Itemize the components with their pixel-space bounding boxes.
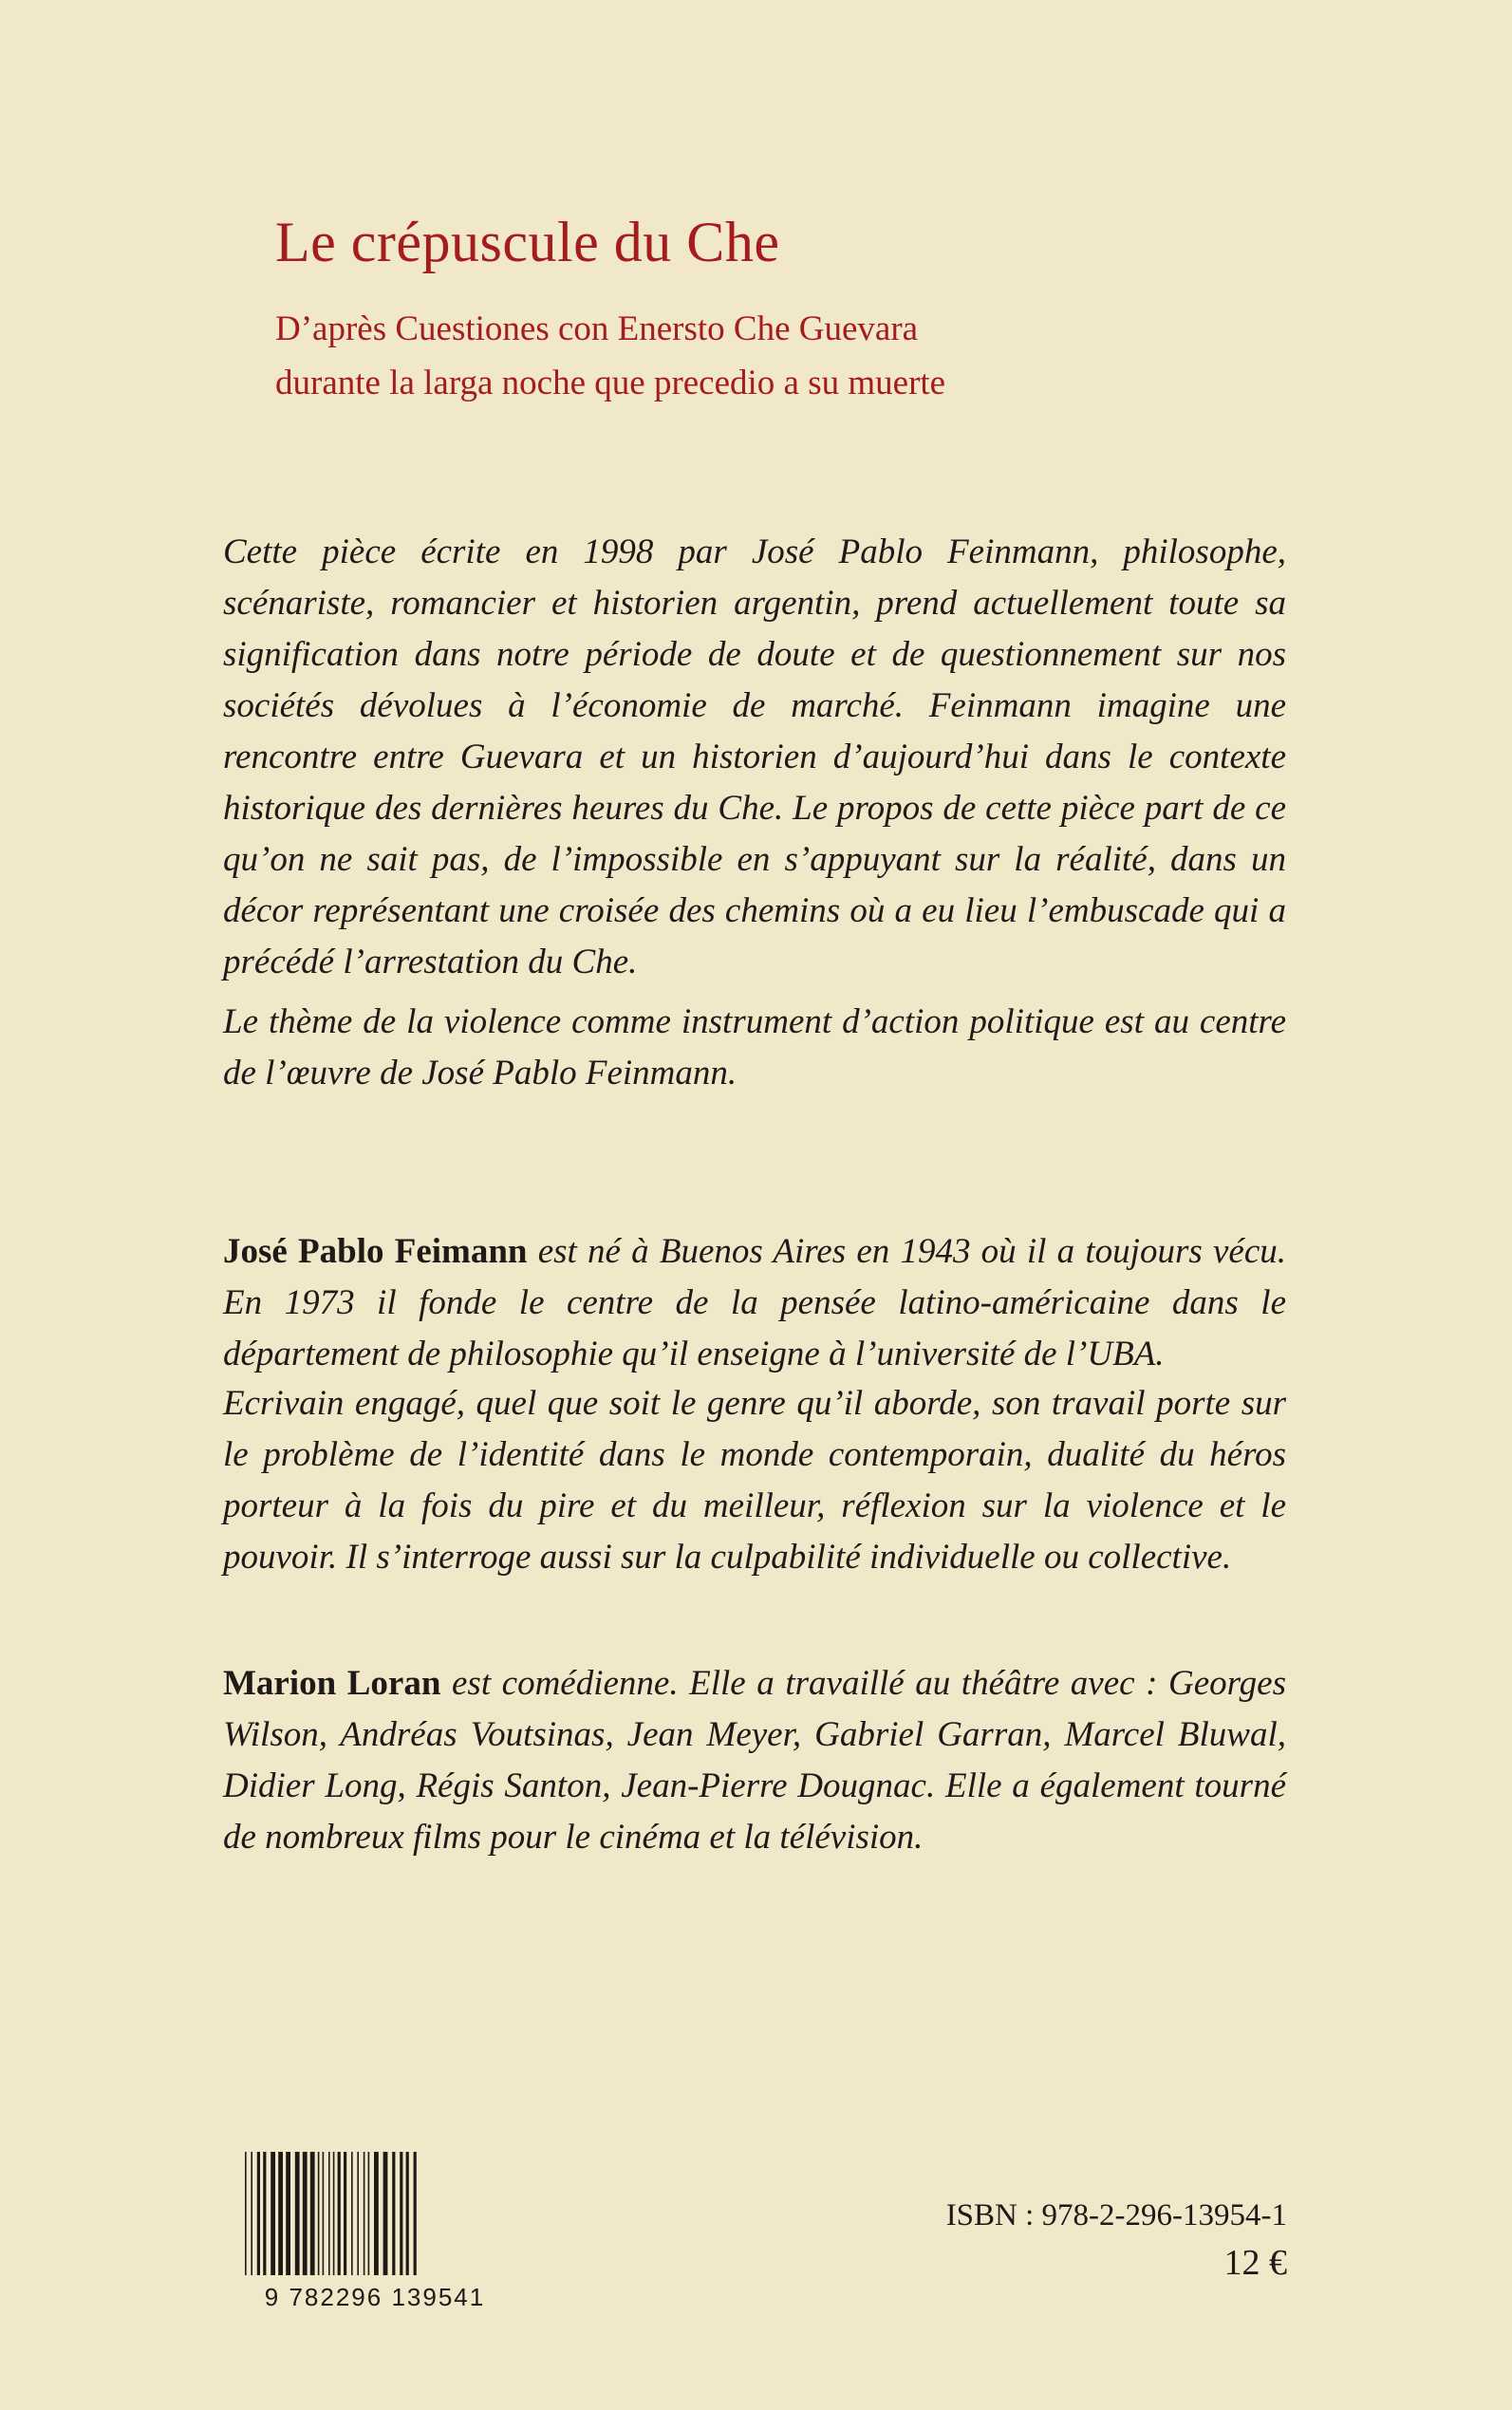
barcode-bar [295, 2152, 300, 2275]
barcode-bar [328, 2152, 330, 2275]
translator-bio-text: est comédienne. Elle a travaillé au théâtre avec : Georges Wilson, Andréas Voutsinas, Jean Meyer, Gabriel Garran, Marcel Bluwal, Didier Long, Régis Santon, Jean-Pierre Dougnac. Elle a également tourné de nombreux films pour le cinéma et la télévision. [223, 1664, 1286, 1857]
barcode-bar [257, 2152, 260, 2275]
barcode-bar [251, 2152, 252, 2275]
subtitle-line-2: durante la larga noche que precedio a su muerte [275, 364, 946, 402]
barcode-bar [278, 2152, 283, 2275]
barcode-bar [406, 2152, 409, 2275]
blurb-text-2: Le thème de la violence comme instrument d’action politique est au centre de l’œuvre de José Pablo Feinmann. [223, 1002, 1286, 1093]
author-bio-text-1: est né à Buenos Aires en 1943 où il a toujours vécu. En 1973 il fonde le centre de la pensée latino-américaine dans le département de philosophie qu’il enseigne à l’université de l’UBA. [223, 1232, 1286, 1373]
barcode-bar [318, 2152, 320, 2275]
blurb-text-1: Cette pièce écrite en 1998 par José Pablo Feinmann, philosophe, scénariste, romancier et historien argentin, prend actuellement toute sa signification dans notre période de doute et de questionnement sur nos sociétés dévolues à l’économie de marché. Feinmann imagine une rencontre entre Guevara et un historien d’aujourd’hui dans le contexte historique des dernières heures du Che. Le propos de cette pièce part de ce qu’on ne sait pas, de l’impossible en s’appuyant sur la réalité, dans un décor représentant une croisée des chemins où a eu lieu l’embuscade qui a précédé l’arrestation du Che. [223, 532, 1286, 981]
barcode-bar [344, 2152, 346, 2275]
author-bio-paragraph-1 [223, 1226, 1286, 1380]
price: 12 € [1223, 2243, 1287, 2283]
barcode-bar [414, 2152, 417, 2275]
translator-bio-paragraph [223, 1658, 1286, 1863]
isbn: ISBN : 978-2-296-13954-1 [945, 2198, 1287, 2233]
barcode-bar [364, 2152, 365, 2275]
barcode-bar [400, 2152, 402, 2275]
barcode-bar [368, 2152, 370, 2275]
barcode-bar [310, 2152, 315, 2275]
book-subtitle [275, 302, 1319, 410]
blurb-paragraph-1 [223, 527, 1286, 988]
barcode-bar [374, 2152, 379, 2275]
barcode-bar [245, 2152, 247, 2275]
barcode-bar [286, 2152, 290, 2275]
barcode-bar [357, 2152, 359, 2275]
author-name: José Pablo Feimann [223, 1232, 528, 1271]
author-bio-text-2: Ecrivain engagé, quel que soit le genre qu’il aborde, son travail porte sur le problème de l’identité dans le monde contemporain, dualité du héros porteur à la fois du pire et du meilleur, réflexion sur la violence et le pouvoir. Il s’interroge aussi sur la culpabilité individuelle ou collective. [223, 1384, 1286, 1577]
barcode-bar [323, 2152, 325, 2275]
barcode-bar [392, 2152, 395, 2275]
barcode-digits: 9 782296 139541 [264, 2283, 486, 2309]
barcode-bar [383, 2152, 388, 2275]
book-title: Le crépuscule du Che [275, 211, 780, 273]
barcode-bar [338, 2152, 341, 2275]
barcode-bar [271, 2152, 275, 2275]
barcode-bar [263, 2152, 266, 2275]
blurb-paragraph-2 [223, 997, 1286, 1099]
subtitle-line-1: D’après Cuestiones con Enersto Che Guevara [275, 309, 919, 348]
barcode-bar [303, 2152, 308, 2275]
author-bio-paragraph-2 [223, 1378, 1286, 1583]
barcode [237, 2148, 513, 2309]
barcode-bar [351, 2152, 353, 2275]
barcode-bar [333, 2152, 335, 2275]
translator-name: Marion Loran [223, 1664, 441, 1703]
